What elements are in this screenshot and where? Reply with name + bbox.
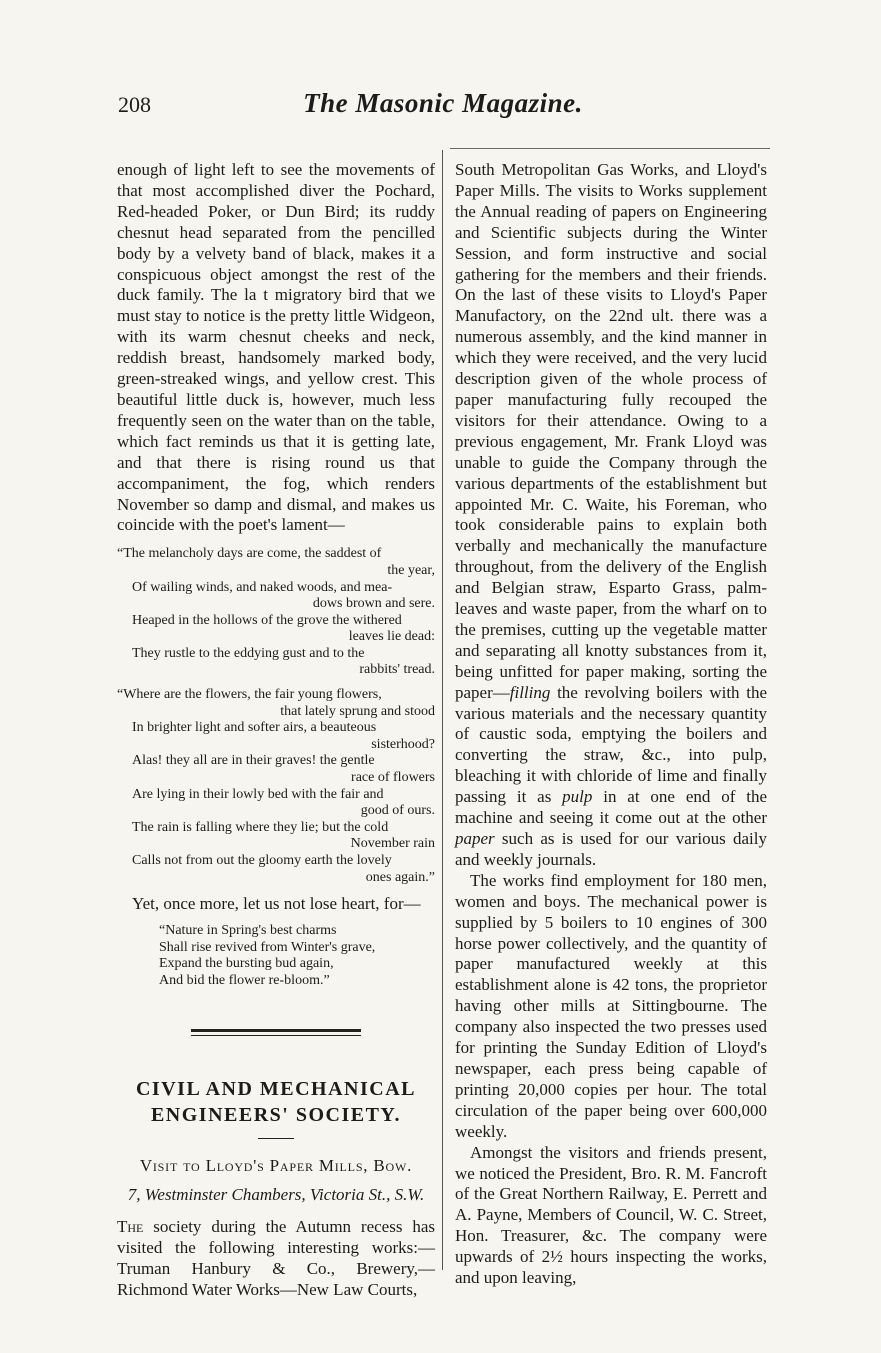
right-paragraph-2: The works find employment for 180 men, women and boys. The mechanical power is supplied by 5 boilers to 10 engines of 300 horse power collectively, and the quantity of paper manufactured weekly at this establishment alone is 42 tons, the proprietor having other mills at Sittingbourne. The company also inspected the two presses used for printing the Sunday Edition of Lloyd's newspaper, each press being capable of printing 20,000 copies per hour. The total circulation of the paper being over 600,000 weekly. [455,870,767,1141]
poem [117,546,435,886]
poem-line: And bid the flower re-bloom.” [159,972,330,988]
poem-stanza-1 [117,546,435,679]
poem-line: “Nature in Spring's best charms [159,923,337,939]
poem-line: Of wailing winds, and naked woods, and mea- dows brown and sere. [132,579,435,612]
left-column [117,160,435,1301]
poem-line: They rustle to the eddying gust and to the rabbits' tread. [132,645,435,678]
poem-line: Calls not from out the gloomy earth the lovely ones again.” [132,853,435,885]
column-divider [442,150,443,1270]
poem-line: Shall rise revived from Winter's grave, [159,939,376,955]
right-paragraph-1: South Metropolitan Gas Works, and Lloyd's Paper Mills. The visits to Works supplement the Annual reading of papers on Engineering and Scientific subjects during the Winter Session, and form instructive and social gathering for the members and their friends. On the last of these visits to Lloyd's Paper Manufactory, on the 22nd ult. there was a numerous assembly, and the kind manner in which they were received, and the very lucid description given of the whole process of paper manufacturing fully recouped the visitors for their attendance. Owing to a previous engagement, Mr. Frank Lloyd was unable to guide the Company through the various departments of the establishment but appointed Mr. C. Waite, his Foreman, who took considerable pains to explain both verbally and mechanically the manufacture throughout, from the delivery of the English and Belgian straw, Esparto Grass, palm-leaves and waste paper, from the wharf on to the premises, cutting up the vegetable matter and separating all knotty substances from it, being unfitted for paper making, sorting the paper—filling the revolving boilers with the various materials and the necessary quantity of caustic soda, emptying the boilers and converting the straw, &c., into pulp, bleaching it with chloride of lime and finally passing it as pulp in at one end of the machine and seeing it come out at the other paper such as is used for our various daily and weekly journals. [455,160,767,869]
poem-line: “The melancholy days are come, the saddest of the year, [117,546,435,578]
left-paragraph-1: enough of light left to see the movements of that most accomplished diver the Pochard, Red-headed Poker, or Dun Bird; its ruddy chesnut head separated from the pencilled body by a velvety band of black, makes it a conspicuous object amongst the rest of the duck family. The la t migratory bird that we must stay to notice is the pretty little Widgeon, with its warm chesnut cheeks and neck, reddish breast, handsomely marked body, green-streaked wings, and yellow crest. This beautiful little duck is, however, much less frequently seen on the water than on the table, which fact reminds us that it is getting late, and that there is rising round us that accompaniment, the fog, which renders November so damp and dismal, and makes us coincide with the poet's lament— [117,160,435,535]
section-separator [191,1029,361,1036]
poem-line: Expand the bursting bud again, [159,956,334,972]
poem-line: Alas! they all are in their graves! the gentle race of flowers [132,753,435,786]
section-title: CIVIL AND MECHANICAL ENGINEERS' SOCIETY. [135,1078,417,1127]
title-dash [258,1138,294,1139]
header-rule [450,148,770,149]
left-paragraph-3: The society during the Autumn recess has visited the following interesting works:—Truman Hanbury & Co., Brewery,—Richmond Water Works—New Law Courts, [117,1217,436,1300]
right-column [455,160,767,1289]
page-number: 208 [118,92,151,117]
poem-line: Are lying in their lowly bed with the fair and good of ours. [132,786,435,819]
poem-line: The rain is falling where they lie; but the cold November rain [132,819,435,852]
right-paragraph-3: Amongst the visitors and friends present, we noticed the President, Bro. R. M. Fancroft of the Great Northern Railway, E. Perrett and A. Payne, Members of Council, W. C. Street, Hon. Treasurer, &c. The company were upwards of 2½ hours inspecting the works, and upon leaving, [455,1142,767,1288]
poem-line: Heaped in the hollows of the grove the withered leaves lie dead: [132,612,435,645]
page-header [118,88,768,128]
left-paragraph-2: Yet, once more, let us not lose heart, for— [132,894,421,914]
running-title: The Masonic Magazine. [303,88,583,118]
section-address: 7, Westminster Chambers, Victoria St., S.W. [127,1185,425,1205]
poem-stanza-2 [117,687,435,886]
lead-word: The [117,1217,144,1237]
short-poem [159,923,435,989]
section-subhead: Visit to Lloyd's Paper Mills, Bow. [139,1156,413,1176]
poem-line: In brighter light and softer airs, a beauteous sisterhood? [132,720,435,752]
poem-line: “Where are the flowers, the fair young flowers, that lately sprung and stood [117,687,435,719]
